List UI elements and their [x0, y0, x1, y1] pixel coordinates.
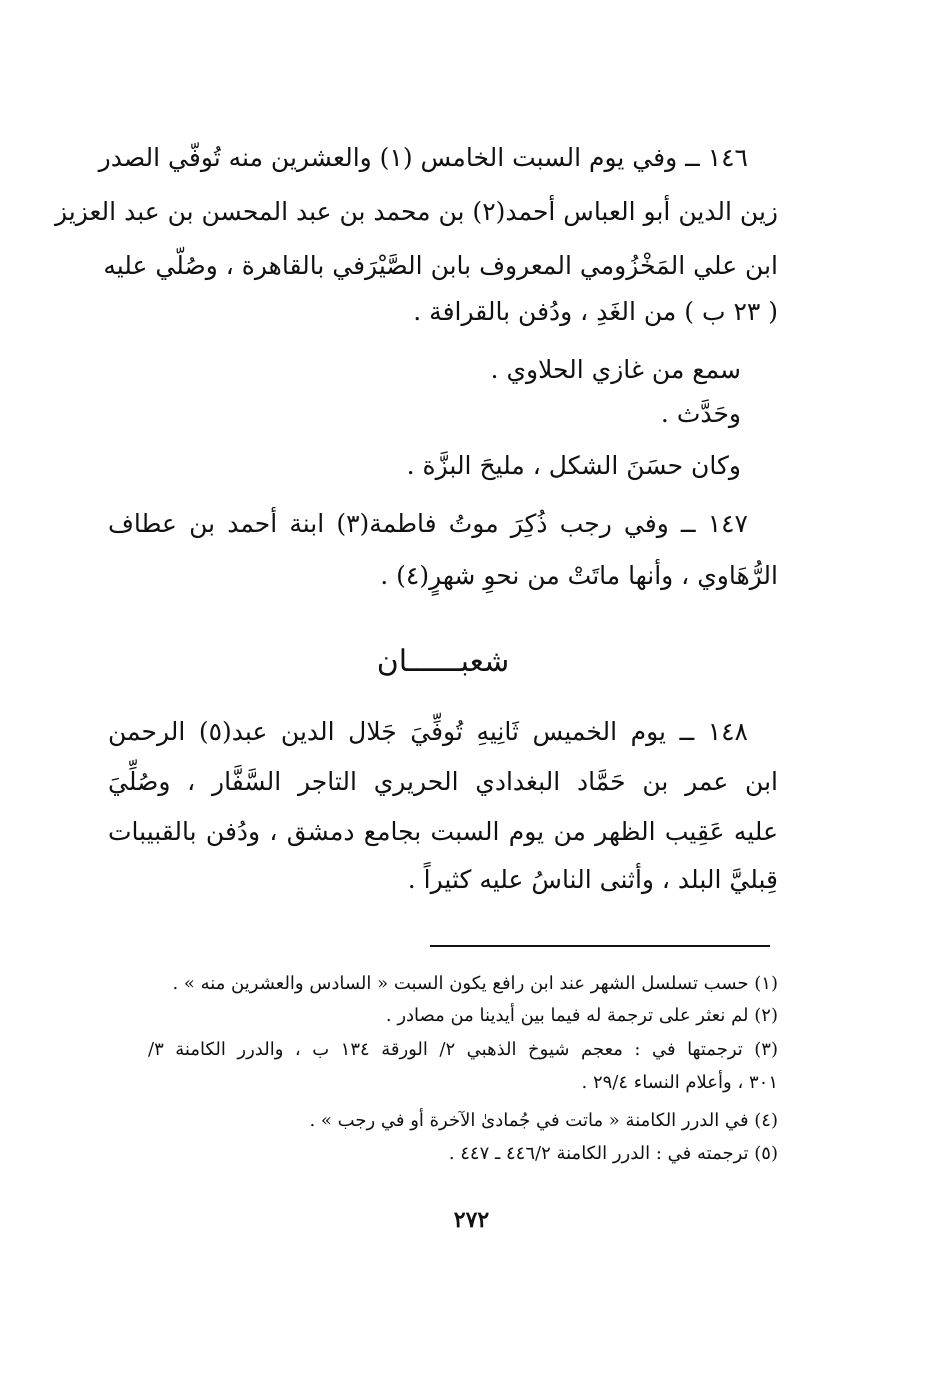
entry-146-line-4: ( ٢٣ ب ) من الغَدِ ، ودُفن بالقرافة . — [413, 297, 778, 326]
entry-146-note-1: سمع من غازي الحلاوي . — [490, 355, 741, 384]
entry-146-note-3: وكان حسَنَ الشكل ، مليحَ البزَّة . — [406, 451, 741, 480]
entry-146-line-1: ١٤٦ ــ وفي يوم السبت الخامس (١) والعشرين منه تُوفّي الصدر — [98, 143, 748, 172]
entry-148-line-1: ١٤٨ ــ يوم الخميس ثَانِيهِ تُوفِّيَ جَلال الدين عبد(٥) الرحمن — [108, 717, 748, 746]
entry-148-line-4: قِبليَّ البلد ، وأثنى الناسُ عليه كثيراً . — [407, 865, 778, 894]
entry-146-line-2: زين الدين أبو العباس أحمد(٢) بن محمد بن عبد المحسن بن عبد العزيز — [54, 197, 778, 226]
page-number: ٢٧٢ — [453, 1207, 490, 1233]
footnote-3-continued: ٣٠١ ، وأعلام النساء ٢٩/٤ . — [581, 1072, 778, 1093]
entry-147-line-1: ١٤٧ ــ وفي رجب ذُكِرَ موتُ فاطمة(٣) ابنة أحمد بن عطاف — [108, 509, 748, 538]
entry-146-line-3: ابن علي المَخْزُومي المعروف بابن الصَّيْرَفي بالقاهرة ، وصُلّي عليه — [103, 251, 778, 280]
section-heading: شعبــــــان — [376, 644, 510, 679]
entry-147-line-2: الرُّهَاوي ، وأنها ماتَتْ من نحوِ شهرٍ(٤) . — [380, 561, 778, 590]
footnote-5: (٥) ترجمته في : الدرر الكامنة ٤٤٦/٢ ـ ٤٤٧ . — [448, 1143, 778, 1164]
entry-146-note-2: وحَدَّث . — [660, 399, 741, 428]
footnote-4: (٤) في الدرر الكامنة « ماتت في جُمادىٰ الآخرة أو في رجب » . — [309, 1110, 778, 1131]
entry-148-line-3: عليه عَقِيب الظهر من يوم السبت بجامع دمشق ، ودُفن بالقبيبات — [108, 817, 778, 846]
entry-148-line-2: ابن عمر بن حَمَّاد البغدادي الحريري التاجر السَّفَّار ، وصُلِّيَ — [108, 767, 778, 796]
footnote-separator — [430, 945, 770, 947]
footnote-3: (٣) ترجمتها في : معجم شيوخ الذهبي ٢/ الورقة ١٣٤ ب ، والدرر الكامنة ٣/ — [148, 1039, 778, 1060]
footnote-2: (٢) لم نعثر على ترجمة له فيما بين أيدينا من مصادر . — [385, 1005, 778, 1026]
footnote-1: (١) حسب تسلسل الشهر عند ابن رافع يكون السبت « السادس والعشرين منه » . — [172, 973, 778, 994]
